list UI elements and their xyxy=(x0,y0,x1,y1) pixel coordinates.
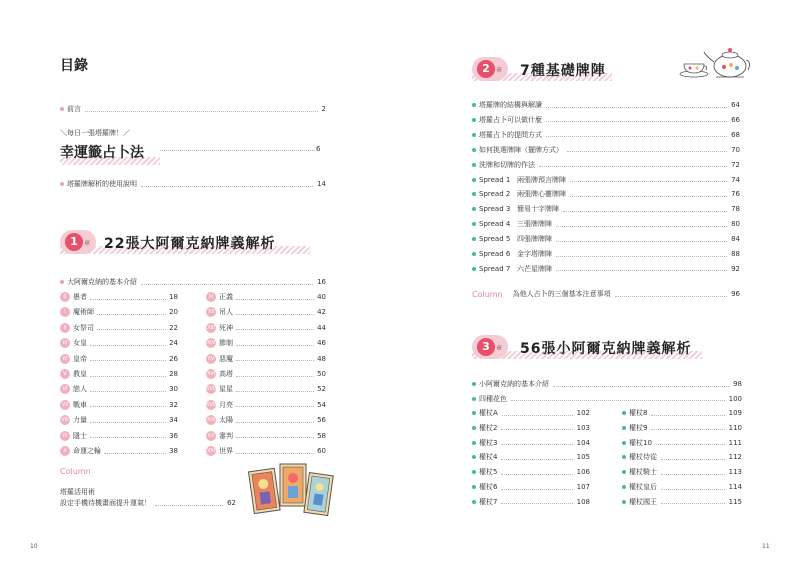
roman-numeral-icon: XXI xyxy=(206,448,216,454)
card-name: 皇帝 xyxy=(73,354,87,363)
spread-number: Spread 1 xyxy=(479,175,511,184)
major-card-entry[interactable] xyxy=(206,306,326,318)
bullet-icon xyxy=(622,441,626,445)
spread-number: Spread 3 xyxy=(479,205,511,214)
chapter2-entry[interactable] xyxy=(472,249,740,259)
entry-label: 四種花色 xyxy=(479,394,507,403)
card-name: 命運之輪 xyxy=(73,447,101,455)
wands-entry[interactable] xyxy=(472,438,590,448)
chapter2-entry[interactable] xyxy=(472,115,740,125)
entry-label: 權杖9 xyxy=(629,423,648,432)
chapter3-entry[interactable] xyxy=(472,394,742,404)
page-number-right: 11 xyxy=(762,543,770,550)
wands-entry[interactable] xyxy=(472,482,590,492)
card-name: 吊人 xyxy=(219,308,233,317)
wands-entry[interactable] xyxy=(472,467,590,477)
major-card-entry[interactable] xyxy=(60,353,178,365)
bullet-icon xyxy=(472,441,476,445)
spread-number: Spread 5 xyxy=(479,235,511,244)
card-name: 女皇 xyxy=(73,339,87,348)
entry-label: 塔羅占卜可以做什麼 xyxy=(479,115,542,124)
bullet-icon xyxy=(472,192,476,196)
roman-numeral-icon: XI xyxy=(206,292,216,302)
bullet-icon xyxy=(472,485,476,489)
card-name: 戀人 xyxy=(73,385,87,394)
entry-label: 權杖8 xyxy=(629,409,648,417)
entry-page: 72 xyxy=(731,160,740,169)
entry-label: 簡易十字牌陣 xyxy=(517,205,559,214)
spread-number: Spread 2 xyxy=(479,190,511,199)
bullet-icon xyxy=(472,411,476,415)
entry-page: 109 xyxy=(728,409,742,417)
roman-numeral-icon: III xyxy=(60,338,70,348)
chapter2-badge: 2 章 xyxy=(472,57,508,81)
major-card-entry[interactable] xyxy=(60,383,178,395)
card-page: 44 xyxy=(317,323,326,332)
wands-entry[interactable] xyxy=(622,423,742,433)
roman-numeral-icon: II xyxy=(60,323,70,333)
card-name: 星星 xyxy=(219,385,233,394)
major-card-entry[interactable] xyxy=(60,291,178,303)
bullet-icon xyxy=(472,133,476,137)
entry-label: 權杖7 xyxy=(479,497,498,506)
bullet-icon xyxy=(472,382,476,386)
bullet-icon xyxy=(622,426,626,430)
bullet-icon xyxy=(622,455,626,459)
chapter2-title[interactable]: 7種基礎牌陣 xyxy=(520,63,606,79)
entry-page: 100 xyxy=(728,394,742,403)
card-page: 34 xyxy=(169,416,178,425)
roman-numeral-icon: VI xyxy=(60,384,70,394)
major-card-entry[interactable] xyxy=(60,414,178,426)
entry-page: 98 xyxy=(733,380,742,388)
major-card-entry[interactable] xyxy=(206,414,326,426)
entry-page: 114 xyxy=(728,483,742,491)
card-page: 28 xyxy=(169,370,178,378)
entry-label: 兩張牌心靈牌陣 xyxy=(517,190,566,199)
card-name: 高塔 xyxy=(219,370,233,378)
wands-entry[interactable] xyxy=(472,408,590,418)
bullet-icon xyxy=(622,470,626,474)
entry-label: 權杖4 xyxy=(479,453,498,462)
entry-label: 權杖6 xyxy=(479,483,498,491)
entry-page: 80 xyxy=(731,220,740,229)
roman-numeral-icon: XIII xyxy=(207,324,215,331)
bullet-icon xyxy=(472,455,476,459)
card-page: 24 xyxy=(169,339,178,348)
chapter2-entry[interactable] xyxy=(472,160,740,170)
card-name: 愚者 xyxy=(73,293,87,301)
major-card-entry[interactable] xyxy=(60,306,178,318)
chapter1-title[interactable]: 22張大阿爾克納牌義解析 xyxy=(104,236,276,252)
card-name: 教皇 xyxy=(73,370,87,378)
column-line1[interactable]: 塔羅活用術 xyxy=(60,488,95,496)
entry-page: 113 xyxy=(728,468,742,477)
card-name: 女祭司 xyxy=(73,323,94,332)
bullet-icon xyxy=(472,118,476,122)
entry-label: 權杖A xyxy=(479,409,498,417)
fortune-subtitle: ＼每日一張塔羅牌！／ xyxy=(60,129,130,137)
wands-entry[interactable] xyxy=(622,408,742,418)
card-page: 40 xyxy=(317,293,326,301)
wands-entry[interactable] xyxy=(622,467,742,477)
roman-numeral-icon: XIX xyxy=(206,417,216,424)
card-name: 太陽 xyxy=(219,416,233,425)
card-page: 48 xyxy=(317,354,326,363)
bullet-icon xyxy=(60,280,64,284)
major-card-entry[interactable] xyxy=(206,291,326,303)
major-card-entry[interactable] xyxy=(206,322,326,334)
fortune-page: 6 xyxy=(316,145,321,153)
wands-entry[interactable] xyxy=(472,497,590,507)
major-card-entry[interactable] xyxy=(60,337,178,349)
wands-entry[interactable] xyxy=(622,482,742,492)
roman-numeral-icon: XV xyxy=(207,355,215,362)
spread-number: Spread 7 xyxy=(479,264,511,273)
column-label: Column xyxy=(60,467,91,476)
left-page xyxy=(0,0,399,567)
major-card-entry[interactable] xyxy=(60,445,178,457)
card-page: 42 xyxy=(317,308,326,317)
entry-page: 115 xyxy=(728,497,742,506)
bullet-icon xyxy=(472,252,476,256)
entry-page: 111 xyxy=(728,438,742,447)
bullet-icon xyxy=(472,222,476,226)
column-entry-right[interactable]: Column 為他人占卜的三個基本注意事項 96 xyxy=(472,289,740,299)
major-card-entry[interactable] xyxy=(206,383,326,395)
bullet-icon xyxy=(472,148,476,152)
entry-page: 64 xyxy=(731,101,740,109)
card-page: 26 xyxy=(169,354,178,363)
entry-page: 74 xyxy=(731,175,740,184)
bullet-icon xyxy=(60,107,64,111)
fortune-title[interactable]: 幸運籤占卜法 xyxy=(60,145,144,161)
bullet-icon xyxy=(472,237,476,241)
entry-page: 110 xyxy=(728,423,742,432)
card-page: 52 xyxy=(317,385,326,394)
entry-page: 66 xyxy=(731,115,740,124)
entry-page: 103 xyxy=(576,423,590,432)
entry-label: 權杖侍從 xyxy=(629,453,657,462)
roman-numeral-icon: IX xyxy=(60,431,70,441)
entry-page: 104 xyxy=(576,438,590,447)
roman-numeral-icon: VIII xyxy=(61,417,69,424)
toc-entry-preface[interactable]: 前言 2 xyxy=(60,104,326,114)
bullet-icon xyxy=(472,163,476,167)
roman-numeral-icon: XVIII xyxy=(206,401,218,408)
card-page: 20 xyxy=(169,308,178,317)
entry-page: 108 xyxy=(576,497,590,506)
card-page: 46 xyxy=(317,339,326,348)
chapter3-badge: 3 章 xyxy=(472,335,508,359)
card-name: 審判 xyxy=(219,431,233,440)
entry-page: 84 xyxy=(731,235,740,244)
major-card-entry[interactable] xyxy=(206,399,326,411)
spread-number: Spread 4 xyxy=(479,220,511,229)
card-name: 正義 xyxy=(219,293,233,301)
major-card-entry[interactable] xyxy=(60,399,178,411)
entry-page: 68 xyxy=(731,130,740,139)
entry-label: 六芒星牌陣 xyxy=(517,264,552,273)
card-name: 月亮 xyxy=(219,400,233,409)
entry-label: 權杖2 xyxy=(479,423,498,432)
roman-numeral-icon: XX xyxy=(207,432,215,439)
toc-entry-major-intro[interactable]: 大阿爾克納的基本介紹 16 xyxy=(60,277,326,287)
entry-page: 102 xyxy=(576,409,590,417)
entry-label: 金字塔牌陣 xyxy=(517,250,552,258)
bullet-icon xyxy=(472,207,476,211)
entry-label: 塔羅占卜的提問方式 xyxy=(479,130,542,139)
card-name: 力量 xyxy=(73,416,87,425)
entry-label: 權杖國王 xyxy=(629,497,657,506)
bullet-icon xyxy=(622,411,626,415)
roman-numeral-icon: XVII xyxy=(206,386,216,393)
wands-entry[interactable] xyxy=(472,452,590,462)
roman-numeral-icon: VII xyxy=(61,401,69,408)
chapter2-entry[interactable] xyxy=(472,219,740,229)
major-card-entry[interactable] xyxy=(60,322,178,334)
chapter1-badge: 1 章 xyxy=(60,230,96,254)
chapter3-entry[interactable] xyxy=(472,379,742,389)
wands-entry[interactable] xyxy=(622,452,742,462)
entry-label: 權杖騎士 xyxy=(629,468,657,477)
bullet-icon xyxy=(622,500,626,504)
card-name: 魔術師 xyxy=(73,308,94,317)
card-page: 36 xyxy=(169,431,178,440)
major-card-entry[interactable] xyxy=(206,337,326,349)
entry-label: 權杖皇后 xyxy=(629,483,657,491)
chapter2-entry[interactable] xyxy=(472,145,740,155)
roman-numeral-icon: XIV xyxy=(206,340,216,347)
column-entry[interactable]: 設定手機待機畫面提升運氣！ 62 xyxy=(60,499,236,507)
entry-page: 78 xyxy=(731,205,740,214)
chapter3-title[interactable]: 56張小阿爾克納牌義解析 xyxy=(520,341,692,357)
bullet-icon xyxy=(472,470,476,474)
major-card-entry[interactable] xyxy=(206,353,326,365)
teapot-illustration xyxy=(678,38,752,80)
roman-numeral-icon: V xyxy=(60,369,70,379)
entry-label: 洗牌和切牌的作法 xyxy=(479,160,535,169)
entry-label: 兩張牌預言牌陣 xyxy=(517,175,566,184)
card-page: 32 xyxy=(169,400,178,409)
entry-page: 105 xyxy=(576,453,590,462)
card-page: 18 xyxy=(169,293,178,301)
chapter2-entry[interactable] xyxy=(472,264,740,274)
card-name: 節制 xyxy=(219,339,233,348)
card-page: 60 xyxy=(317,447,326,455)
roman-numeral-icon: I xyxy=(60,307,70,317)
chapter2-entry[interactable] xyxy=(472,130,740,140)
major-card-entry[interactable] xyxy=(206,368,326,380)
bullet-icon xyxy=(472,103,476,107)
entry-page: 92 xyxy=(731,264,740,273)
card-name: 死神 xyxy=(219,323,233,332)
card-name: 隱士 xyxy=(73,431,87,440)
card-page: 50 xyxy=(317,370,326,378)
chapter2-entry[interactable] xyxy=(472,189,740,199)
bullet-icon xyxy=(472,426,476,430)
major-card-entry[interactable] xyxy=(206,430,326,442)
wands-entry[interactable] xyxy=(472,423,590,433)
page-number-left: 10 xyxy=(30,543,38,550)
card-page: 58 xyxy=(317,431,326,440)
entry-label: 如何挑選牌陣（擺牌方式） xyxy=(479,145,563,154)
bullet-icon xyxy=(472,500,476,504)
card-name: 世界 xyxy=(219,447,233,455)
toc-entry-usage[interactable]: 塔羅牌解析的使用說明 14 xyxy=(60,179,326,189)
card-page: 54 xyxy=(317,400,326,409)
entry-label: 四張牌牌陣 xyxy=(517,235,552,244)
card-page: 56 xyxy=(317,416,326,425)
major-card-entry[interactable] xyxy=(60,430,178,442)
entry-page: 106 xyxy=(576,468,590,477)
roman-numeral-icon: X xyxy=(60,446,70,456)
entry-page: 70 xyxy=(731,145,740,154)
entry-label: 權杖3 xyxy=(479,438,498,447)
wands-entry[interactable] xyxy=(622,497,742,507)
bullet-icon xyxy=(472,397,476,401)
entry-label: 小阿爾克納的基本介紹 xyxy=(479,380,549,388)
roman-numeral-icon: XII xyxy=(207,309,215,316)
card-page: 38 xyxy=(169,447,178,455)
chapter2-entry[interactable] xyxy=(472,234,740,244)
roman-numeral-icon: XVI xyxy=(206,371,216,377)
tarot-cards-illustration xyxy=(242,462,338,524)
card-name: 戰車 xyxy=(73,400,87,409)
bullet-icon xyxy=(472,178,476,182)
entry-label: 權杖10 xyxy=(629,438,652,447)
entry-label: 三張牌牌陣 xyxy=(517,220,552,229)
spread-number: Spread 6 xyxy=(479,250,511,258)
entry-page: 112 xyxy=(728,453,742,462)
right-page xyxy=(400,0,799,567)
chapter2-entry[interactable] xyxy=(472,175,740,185)
bullet-icon xyxy=(60,182,64,186)
wands-entry[interactable] xyxy=(622,438,742,448)
card-page: 22 xyxy=(169,323,178,332)
roman-numeral-icon: IV xyxy=(60,354,70,364)
bullet-icon xyxy=(472,267,476,271)
toc-title: 目錄 xyxy=(60,58,88,74)
card-page: 30 xyxy=(169,385,178,394)
major-card-entry[interactable] xyxy=(206,445,326,457)
entry-label: 塔羅牌的結構與解讀 xyxy=(479,101,542,109)
roman-numeral-icon: 0 xyxy=(60,292,70,302)
entry-page: 88 xyxy=(731,250,740,258)
bullet-icon xyxy=(622,485,626,489)
chapter2-entry[interactable] xyxy=(472,100,740,110)
major-card-entry[interactable] xyxy=(60,368,178,380)
entry-page: 107 xyxy=(576,483,590,491)
card-name: 惡魔 xyxy=(219,354,233,363)
chapter2-entry[interactable] xyxy=(472,204,740,214)
entry-page: 76 xyxy=(731,190,740,199)
entry-label: 權杖5 xyxy=(479,468,498,477)
